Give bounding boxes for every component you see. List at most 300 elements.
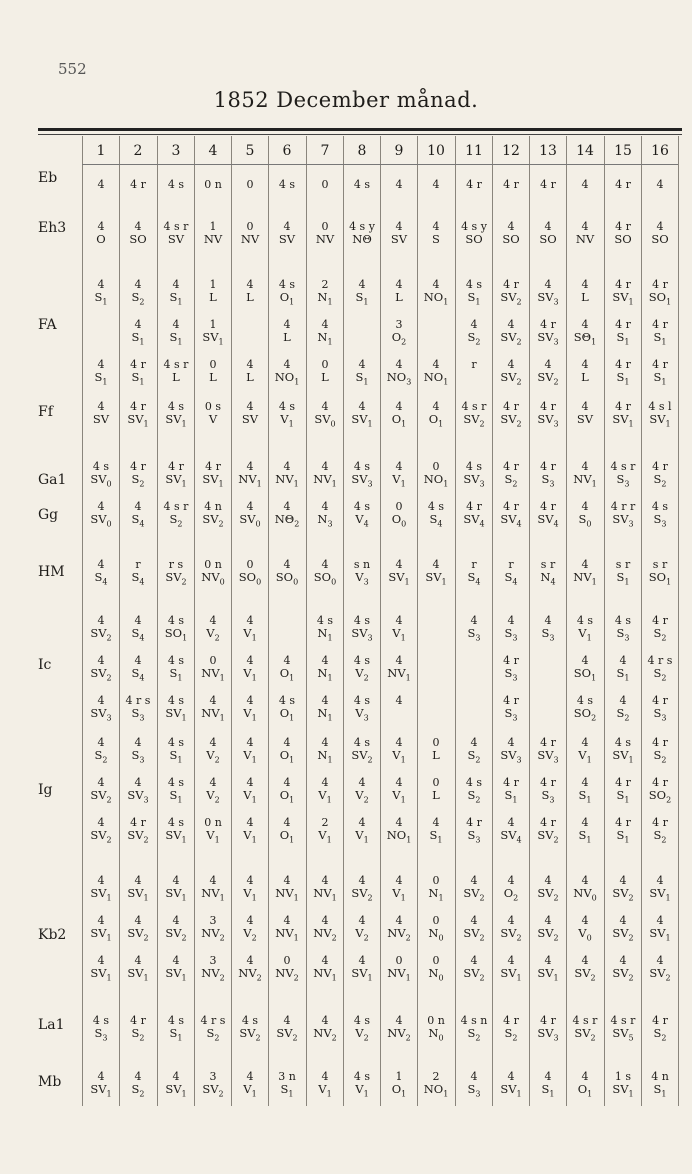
wind-direction-value: $NV_2$ bbox=[313, 926, 337, 943]
cloud-cover-value: 4 s bbox=[167, 178, 185, 191]
observation-cell bbox=[344, 736, 380, 763]
wind-direction-value: V bbox=[208, 412, 218, 426]
wind-direction-value: L bbox=[209, 290, 217, 304]
cloud-cover-value: 3 bbox=[209, 1070, 217, 1083]
wind-direction-value bbox=[158, 191, 194, 205]
cloud-cover-value: 2 bbox=[432, 1070, 440, 1083]
observation-cell bbox=[269, 178, 305, 205]
cloud-cover-value: r bbox=[471, 558, 477, 571]
observation-cell bbox=[567, 816, 603, 843]
wind-direction-value: $N_1$ bbox=[317, 666, 333, 683]
cloud-cover-value: 4 bbox=[97, 278, 105, 291]
wind-direction-value: L bbox=[283, 330, 291, 344]
cloud-cover-value: 4 bbox=[544, 1070, 552, 1083]
cloud-cover-value: 4 bbox=[581, 654, 589, 667]
wind-direction-value: $SV_2$ bbox=[90, 626, 112, 643]
cloud-cover-value: 0 bbox=[209, 654, 217, 667]
cloud-cover-value: 4 bbox=[544, 358, 552, 371]
observation-cell bbox=[418, 278, 454, 305]
wind-direction-value: $S_4$ bbox=[131, 570, 145, 587]
observation-cell bbox=[456, 400, 492, 427]
cloud-cover-value: 4 bbox=[395, 816, 403, 829]
observation-cell bbox=[567, 278, 603, 305]
cloud-cover-value: 4 bbox=[581, 358, 589, 371]
cloud-cover-value: 4 bbox=[432, 278, 440, 291]
wind-direction-value: $S_1$ bbox=[169, 748, 183, 765]
cloud-cover-value: 4 bbox=[246, 358, 254, 371]
wind-direction-value: $O_1$ bbox=[577, 1082, 593, 1099]
observation-cell bbox=[605, 914, 641, 941]
observation-cell bbox=[642, 460, 678, 487]
wind-direction-value: $NV_1$ bbox=[201, 886, 225, 903]
cloud-cover-value: 4 bbox=[432, 400, 440, 413]
wind-direction-value: SO bbox=[465, 232, 483, 246]
wind-direction-value: $SV_3$ bbox=[537, 1026, 559, 1043]
wind-direction-value: $SV_3$ bbox=[463, 472, 485, 489]
wind-direction-value: $SV_2$ bbox=[90, 788, 112, 805]
cloud-cover-value: 4 bbox=[507, 914, 515, 927]
cloud-cover-value: 4 bbox=[581, 874, 589, 887]
observation-cell bbox=[456, 278, 492, 305]
cloud-cover-value: 4 bbox=[358, 954, 366, 967]
cloud-cover-value: 4 bbox=[97, 736, 105, 749]
wind-direction-value: $S_1$ bbox=[94, 370, 108, 387]
observation-cell bbox=[120, 954, 156, 981]
observation-cell bbox=[232, 278, 268, 305]
cloud-cover-value: 4 bbox=[581, 460, 589, 473]
observation-cell bbox=[269, 460, 305, 487]
observation-cell bbox=[232, 358, 268, 385]
wind-direction-value: $V_1$ bbox=[243, 626, 257, 643]
wind-direction-value: $O_2$ bbox=[391, 330, 407, 347]
cloud-cover-value: 4 bbox=[544, 614, 552, 627]
observation-cell bbox=[493, 1070, 529, 1097]
cloud-cover-value: 4 bbox=[581, 400, 589, 413]
wind-direction-value: $S_1$ bbox=[578, 828, 592, 845]
cloud-cover-value: r bbox=[135, 558, 141, 571]
wind-direction-value: $SV_1$ bbox=[425, 570, 447, 587]
cloud-cover-value: 4 r bbox=[652, 318, 668, 331]
cloud-cover-value: 0 n bbox=[204, 816, 222, 829]
wind-direction-value: $S_2$ bbox=[653, 472, 667, 489]
observation-cell bbox=[567, 736, 603, 763]
cloud-cover-value: 4 bbox=[432, 178, 440, 191]
wind-direction-value: $S_1$ bbox=[169, 1026, 183, 1043]
column-day-number: 6 bbox=[282, 143, 292, 159]
observation-cell bbox=[381, 736, 417, 763]
cloud-cover-value: 4 bbox=[507, 816, 515, 829]
observation-cell bbox=[493, 278, 529, 305]
cloud-cover-value: 4 s bbox=[353, 694, 371, 707]
cloud-cover-value: 4 r bbox=[130, 1014, 146, 1027]
cloud-cover-value: 4 bbox=[321, 400, 329, 413]
observation-cell bbox=[232, 220, 268, 247]
cloud-cover-value: 4 bbox=[507, 1070, 515, 1083]
cloud-cover-value: 0 bbox=[432, 954, 440, 967]
cloud-cover-value: 4 r bbox=[130, 358, 146, 371]
column-day-number: 3 bbox=[171, 143, 181, 159]
wind-direction-value: $S_3$ bbox=[653, 706, 667, 723]
wind-direction-value: $O_1$ bbox=[428, 412, 444, 429]
wind-direction-value: $S_2$ bbox=[94, 748, 108, 765]
wind-direction-value: $SV_2$ bbox=[612, 926, 634, 943]
observation-cell bbox=[381, 614, 417, 641]
observation-cell bbox=[83, 736, 119, 763]
observation-cell bbox=[530, 558, 566, 585]
cloud-cover-value: 4 s bbox=[167, 654, 185, 667]
wind-direction-value: $S_3$ bbox=[504, 666, 518, 683]
cloud-cover-value: 4 r bbox=[503, 1014, 519, 1027]
cloud-cover-value: 3 bbox=[209, 954, 217, 967]
observation-cell bbox=[381, 460, 417, 487]
observation-cell bbox=[605, 954, 641, 981]
cloud-cover-value: 0 bbox=[432, 736, 440, 749]
wind-direction-value: $SV_3$ bbox=[537, 290, 559, 307]
observation-cell bbox=[493, 358, 529, 385]
wind-direction-value: $V_2$ bbox=[355, 666, 369, 683]
wind-direction-value: $SV_2$ bbox=[537, 886, 559, 903]
cloud-cover-value: 0 bbox=[432, 914, 440, 927]
cloud-cover-value: 4 bbox=[209, 874, 217, 887]
observation-cell bbox=[456, 614, 492, 641]
wind-direction-value: $SV_1$ bbox=[202, 472, 224, 489]
wind-direction-value: $SV_4$ bbox=[537, 512, 559, 529]
observation-cell bbox=[120, 1070, 156, 1097]
cloud-cover-value: 4 n bbox=[651, 1070, 669, 1083]
cloud-cover-value: 4 r bbox=[652, 460, 668, 473]
observation-cell bbox=[195, 1070, 231, 1097]
wind-direction-value bbox=[232, 191, 268, 205]
cloud-cover-value: 4 r bbox=[503, 460, 519, 473]
wind-direction-value: $NV_1$ bbox=[313, 966, 337, 983]
page-title: 1852 December månad. bbox=[213, 88, 479, 112]
observation-cell bbox=[605, 500, 641, 527]
cloud-cover-value: 4 bbox=[134, 220, 142, 233]
wind-direction-value: $S_2$ bbox=[653, 626, 667, 643]
observation-cell bbox=[530, 358, 566, 385]
wind-direction-value: $SV_2$ bbox=[90, 666, 112, 683]
wind-direction-value: $V_1$ bbox=[392, 626, 406, 643]
cloud-cover-value: 4 bbox=[395, 736, 403, 749]
wind-direction-value: $SV_1$ bbox=[612, 290, 634, 307]
cloud-cover-value: 4 r bbox=[205, 460, 221, 473]
cloud-cover-value: 4 bbox=[172, 954, 180, 967]
observation-cell bbox=[158, 816, 194, 843]
cloud-cover-value: 4 bbox=[358, 358, 366, 371]
cloud-cover-value: 4 r bbox=[540, 500, 556, 513]
column-day-number: 12 bbox=[502, 143, 520, 159]
observation-cell bbox=[381, 358, 417, 385]
observation-cell bbox=[530, 874, 566, 901]
wind-direction-value: $N_4$ bbox=[540, 570, 556, 587]
observation-cell bbox=[120, 460, 156, 487]
wind-direction-value: L bbox=[432, 788, 440, 802]
wind-direction-value: $SV_1$ bbox=[612, 1082, 634, 1099]
cloud-cover-value: 4 r s bbox=[200, 1014, 226, 1027]
wind-direction-value: L bbox=[209, 370, 217, 384]
wind-direction-value: $S_3$ bbox=[504, 706, 518, 723]
wind-direction-value: $S_4$ bbox=[131, 666, 145, 683]
cloud-cover-value: 0 bbox=[246, 558, 254, 571]
cloud-cover-value: 4 r bbox=[652, 1014, 668, 1027]
cloud-cover-value: 4 bbox=[209, 614, 217, 627]
wind-direction-value: $S_3$ bbox=[94, 1026, 108, 1043]
cloud-cover-value: 4 bbox=[97, 500, 105, 513]
cloud-cover-value: 4 s bbox=[353, 1070, 371, 1083]
column-header-rule bbox=[82, 164, 678, 165]
wind-direction-value: $SO_0$ bbox=[275, 570, 299, 587]
wind-direction-value: $S_1$ bbox=[169, 788, 183, 805]
wind-direction-value bbox=[605, 191, 641, 205]
cloud-cover-value: 4 bbox=[395, 614, 403, 627]
wind-direction-value: $SV_2$ bbox=[127, 926, 149, 943]
column-day-number: 8 bbox=[357, 143, 367, 159]
wind-direction-value: $SO_2$ bbox=[573, 706, 597, 723]
cloud-cover-value: 4 r bbox=[503, 400, 519, 413]
wind-direction-value: $V_1$ bbox=[243, 788, 257, 805]
cloud-cover-value: 4 s bbox=[651, 500, 669, 513]
cloud-cover-value: 4 bbox=[395, 358, 403, 371]
station-label: La1 bbox=[38, 1017, 65, 1033]
observation-cell bbox=[269, 500, 305, 527]
wind-direction-value: $S_0$ bbox=[578, 512, 592, 529]
station-label: Mb bbox=[38, 1074, 62, 1090]
observation-cell bbox=[307, 874, 343, 901]
cloud-cover-value: s n bbox=[353, 558, 371, 571]
wind-direction-value: $S_3$ bbox=[504, 626, 518, 643]
wind-direction-value: $S_1$ bbox=[280, 1082, 294, 1099]
cloud-cover-value: 0 n bbox=[204, 178, 222, 191]
wind-direction-value: $SV_1$ bbox=[90, 966, 112, 983]
cloud-cover-value: 4 bbox=[321, 694, 329, 707]
cloud-cover-value: 4 bbox=[395, 1014, 403, 1027]
cloud-cover-value: r bbox=[471, 358, 477, 371]
cloud-cover-value: 4 bbox=[134, 654, 142, 667]
header-rule-thick bbox=[38, 128, 682, 131]
observation-cell bbox=[307, 914, 343, 941]
wind-direction-value bbox=[456, 371, 492, 385]
cloud-cover-value: 4 r bbox=[540, 1014, 556, 1027]
wind-direction-value: $SV_1$ bbox=[165, 706, 187, 723]
observation-cell bbox=[418, 400, 454, 427]
wind-direction-value: $SV_0$ bbox=[239, 512, 261, 529]
wind-direction-value: $SV_2$ bbox=[202, 512, 224, 529]
cloud-cover-value: 4 bbox=[321, 654, 329, 667]
observation-cell bbox=[642, 736, 678, 763]
cloud-cover-value: 4 r bbox=[652, 694, 668, 707]
observation-cell bbox=[567, 318, 603, 345]
wind-direction-value: SV bbox=[390, 232, 408, 246]
cloud-cover-value: 4 r bbox=[615, 776, 631, 789]
observation-cell bbox=[307, 614, 343, 641]
observation-cell bbox=[344, 776, 380, 803]
observation-cell bbox=[307, 358, 343, 385]
cloud-cover-value: 4 bbox=[97, 776, 105, 789]
wind-direction-value: L bbox=[395, 290, 403, 304]
cloud-cover-value: 0 bbox=[283, 954, 291, 967]
observation-cell bbox=[567, 694, 603, 721]
observation-cell bbox=[158, 776, 194, 803]
observation-cell bbox=[344, 654, 380, 681]
observation-cell bbox=[456, 178, 492, 205]
cloud-cover-value: r bbox=[508, 558, 514, 571]
wind-direction-value: L bbox=[321, 370, 329, 384]
observation-cell bbox=[381, 278, 417, 305]
wind-direction-value: $SV_2$ bbox=[165, 570, 187, 587]
cloud-cover-value: 4 s bbox=[278, 400, 296, 413]
observation-cell bbox=[307, 776, 343, 803]
wind-direction-value: $SV_2$ bbox=[612, 966, 634, 983]
observation-cell bbox=[493, 874, 529, 901]
wind-direction-value: $SO_2$ bbox=[648, 788, 672, 805]
cloud-cover-value: 4 r r bbox=[610, 500, 636, 513]
cloud-cover-value: 4 bbox=[97, 694, 105, 707]
wind-direction-value: $SO_1$ bbox=[573, 666, 597, 683]
observation-cell bbox=[642, 558, 678, 585]
observation-cell bbox=[307, 500, 343, 527]
wind-direction-value: $S_1$ bbox=[504, 788, 518, 805]
cloud-cover-value: 4 bbox=[97, 654, 105, 667]
observation-cell bbox=[642, 914, 678, 941]
cloud-cover-value: 4 bbox=[97, 874, 105, 887]
observation-cell bbox=[232, 914, 268, 941]
observation-cell bbox=[642, 614, 678, 641]
cloud-cover-value: 4 bbox=[544, 954, 552, 967]
cloud-cover-value: 4 bbox=[581, 178, 589, 191]
cloud-cover-value: 4 bbox=[470, 614, 478, 627]
cloud-cover-value: 4 s bbox=[167, 1014, 185, 1027]
observation-cell bbox=[344, 954, 380, 981]
observation-cell bbox=[605, 178, 641, 205]
wind-direction-value: $SV_1$ bbox=[500, 966, 522, 983]
observation-cell bbox=[567, 954, 603, 981]
wind-direction-value: L bbox=[246, 370, 254, 384]
wind-direction-value: $SV_2$ bbox=[574, 966, 596, 983]
wind-direction-value: $S_3$ bbox=[616, 472, 630, 489]
observation-cell bbox=[83, 400, 119, 427]
cloud-cover-value: 4 bbox=[209, 694, 217, 707]
cloud-cover-value: 4 bbox=[395, 400, 403, 413]
wind-direction-value: $S_3$ bbox=[467, 626, 481, 643]
cloud-cover-value: 4 bbox=[209, 736, 217, 749]
cloud-cover-value: 4 bbox=[544, 220, 552, 233]
observation-cell bbox=[232, 1070, 268, 1097]
cloud-cover-value: 4 s bbox=[353, 614, 371, 627]
observation-cell bbox=[344, 358, 380, 385]
cloud-cover-value: 4 bbox=[283, 654, 291, 667]
wind-direction-value: $S_1$ bbox=[467, 290, 481, 307]
observation-cell bbox=[307, 558, 343, 585]
cloud-cover-value: 4 bbox=[172, 278, 180, 291]
observation-cell bbox=[195, 318, 231, 345]
cloud-cover-value: 4 bbox=[283, 220, 291, 233]
wind-direction-value: $S_4$ bbox=[429, 512, 443, 529]
observation-cell bbox=[605, 358, 641, 385]
observation-cell bbox=[530, 614, 566, 641]
cloud-cover-value: 4 bbox=[619, 694, 627, 707]
cloud-cover-value: 4 bbox=[656, 954, 664, 967]
observation-cell bbox=[493, 400, 529, 427]
observation-cell bbox=[83, 220, 119, 247]
wind-direction-value: $NV_0$ bbox=[201, 570, 225, 587]
wind-direction-value: $V_1$ bbox=[355, 828, 369, 845]
observation-cell bbox=[642, 816, 678, 843]
observation-cell bbox=[307, 654, 343, 681]
wind-direction-value: $S_1$ bbox=[653, 330, 667, 347]
wind-direction-value: $V_2$ bbox=[206, 788, 220, 805]
observation-cell bbox=[642, 500, 678, 527]
cloud-cover-value: 4 bbox=[358, 776, 366, 789]
wind-direction-value: $SV_1$ bbox=[351, 412, 373, 429]
column-divider bbox=[678, 136, 679, 1106]
wind-direction-value: $S_4$ bbox=[94, 570, 108, 587]
observation-cell bbox=[381, 178, 417, 205]
wind-direction-value: $O_1$ bbox=[391, 1082, 407, 1099]
wind-direction-value: $SV_3$ bbox=[537, 330, 559, 347]
observation-cell bbox=[642, 400, 678, 427]
observation-cell bbox=[269, 776, 305, 803]
observation-cell bbox=[567, 614, 603, 641]
wind-direction-value: $S_4$ bbox=[131, 512, 145, 529]
wind-direction-value: $N_1$ bbox=[317, 748, 333, 765]
wind-direction-value: $V_1$ bbox=[206, 828, 220, 845]
observation-cell bbox=[642, 220, 678, 247]
wind-direction-value: $V_1$ bbox=[318, 788, 332, 805]
cloud-cover-value: 4 s bbox=[92, 460, 110, 473]
wind-direction-value bbox=[642, 191, 678, 205]
wind-direction-value: $SV_2$ bbox=[202, 1082, 224, 1099]
observation-cell bbox=[344, 614, 380, 641]
cloud-cover-value: 4 bbox=[321, 500, 329, 513]
observation-cell bbox=[344, 1070, 380, 1097]
wind-direction-value: $S_1$ bbox=[616, 788, 630, 805]
cloud-cover-value: 4 bbox=[246, 400, 254, 413]
wind-direction-value: L bbox=[581, 370, 589, 384]
observation-cell bbox=[120, 1014, 156, 1041]
wind-direction-value: $S_1$ bbox=[616, 666, 630, 683]
wind-direction-value: $S_1$ bbox=[653, 1082, 667, 1099]
cloud-cover-value: 4 bbox=[581, 1070, 589, 1083]
wind-direction-value: $V_1$ bbox=[243, 706, 257, 723]
observation-cell bbox=[269, 1070, 305, 1097]
cloud-cover-value: 4 bbox=[246, 500, 254, 513]
wind-direction-value: $SV_1$ bbox=[612, 748, 634, 765]
observation-cell bbox=[195, 500, 231, 527]
cloud-cover-value: 4 s y bbox=[349, 220, 375, 233]
observation-cell bbox=[344, 500, 380, 527]
wind-direction-value: $S_1$ bbox=[578, 788, 592, 805]
cloud-cover-value: 4 s bbox=[167, 614, 185, 627]
cloud-cover-value: 4 s bbox=[465, 278, 483, 291]
observation-cell bbox=[642, 1014, 678, 1041]
observation-cell bbox=[567, 358, 603, 385]
observation-cell bbox=[158, 220, 194, 247]
cloud-cover-value: 4 r bbox=[652, 816, 668, 829]
observation-cell bbox=[381, 400, 417, 427]
column-day-number: 11 bbox=[465, 143, 483, 159]
observation-cell bbox=[344, 816, 380, 843]
wind-direction-value: $SV_3$ bbox=[612, 512, 634, 529]
cloud-cover-value: 4 bbox=[134, 954, 142, 967]
cloud-cover-value: 4 bbox=[395, 874, 403, 887]
observation-cell bbox=[418, 816, 454, 843]
observation-cell bbox=[567, 400, 603, 427]
wind-direction-value: $S_2$ bbox=[653, 748, 667, 765]
observation-cell bbox=[158, 1070, 194, 1097]
wind-direction-value: $SV_1$ bbox=[127, 412, 149, 429]
wind-direction-value: $NV_1$ bbox=[201, 666, 225, 683]
cloud-cover-value: 4 s bbox=[353, 178, 371, 191]
